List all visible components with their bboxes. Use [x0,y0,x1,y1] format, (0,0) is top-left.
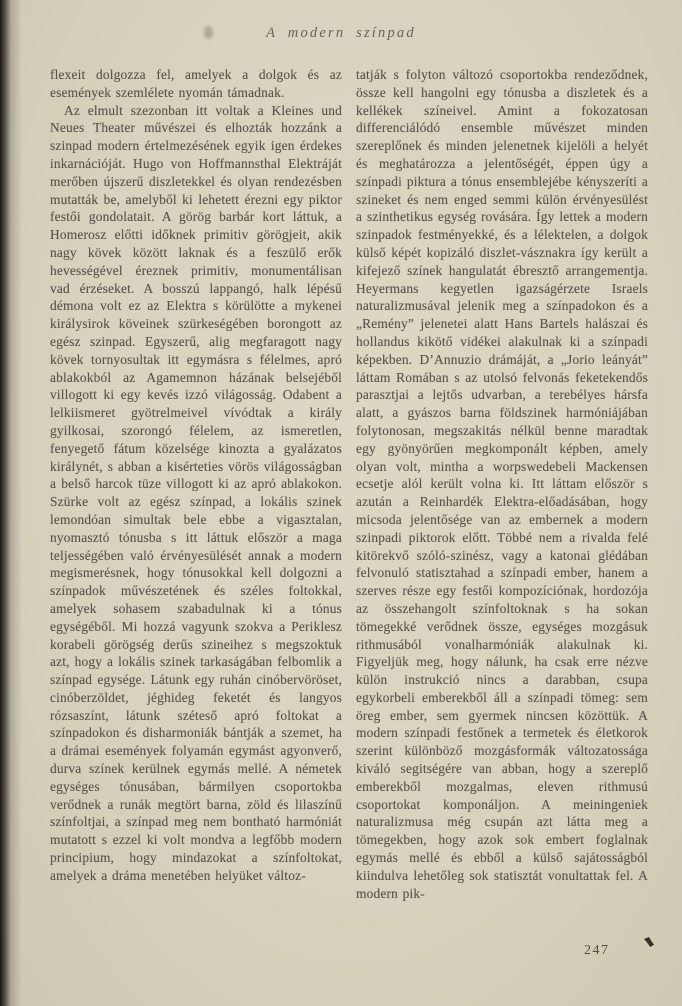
page-number: 247 [584,943,610,958]
paragraph: tatják s folyton változó csoportokba rendeződnek, össze kell hangolni egy tónusba a diszletek és a kellékek színeivel. Amint a fokozatosan differenciálódó ensemble művészet minden szereplőnek és minden jelenetnek kijelöli a helyét és meghatározza a jelentőségét, éppen úgy a színpadi piktura a tónus ensemblejébe kényszeríti a szineket és nem enged semmi külön érvényesülést a szinthetikus egység rovására. Így lettek a modern szinpadok festményekké, és a lélektelen, a dolgok külső képét kopizáló diszlet-vásznakra így került a kifejező színek hangulatát ébresztő arrangementja. Heyermans kegyetlen igazságérzete Israels naturalizmusával jelenik meg a színpadokon és a „Remény” jelenetei alatt Hans Bartels halászai és hollandus kikötő vidékei alakulnak ki a színpadi képekben. D’Annuzio drámáját, a „Jorio leányát” láttam Romában s az utolsó felvonás feketekendős parasztjai a lejtős udvarban, a terebélyes hársfa alatt, a gyászos barna földszinek harmóniájában folytonosan, megszakitás nélkül benne maradtak egy gyönyörűen megkomponált képben, amely olyan volt, mintha a worpswedebeli Mackensen ecsetje alól került volna ki. Itt láttam először s azután a Reinhardék Elektra-előadásában, hogy micsoda jelentősége van az embernek a modern szinpadi piktorok előtt. Többé nem a rivalda felé kitörekvő szóló-szinész, vagy a katonai glédában felvonuló statisztahad a színpadi ember, hanem a szerves része egy festői kompozíciónak, hordozója az összehangolt színfoltoknak s ha sokan tömegekké verődnek össze, egységes mozgásuk rithmusából vonalharmóniák alakulnak ki. Figyeljük meg, hogy nálunk, ha csak erre nézve külön instrukció nincs a darabban, csupa egykorbeli emberekből áll a színpadi tömeg: sem öreg ember, sem gyermek nincsen közöttük. A modern színpadi festőnek a termetek és életkorok szerint különböző mozgásformák változatossága kiváló segitségére van abban, hogy a szereplő emberekből mozgalmas, eleven rithmusú csoportokat komponáljon. A meiningeniek naturalizmusa még csupán azt látta meg a tömegekben, hogy azok sok embert foglalnak egymás mellé és ebből a külső sajátosságból kiindulva lehetőleg sok statisztát vonultattak fel. A modern pik- [356,67,648,901]
ink-speck [644,937,654,947]
left-column [50,66,342,902]
running-head: A modern színpad [266,25,416,41]
text-columns [50,66,649,902]
paragraph: flexeit dolgozza fel, amelyek a dolgok és az események szemlélete nyomán támadnak. [50,67,342,100]
right-column [356,66,648,902]
paragraph: Az elmult szezonban itt voltak a Kleines und Neues Theater művészei és elhozták hozzánk a szinpad modern értelmezésének egyik igen érdekes inkarnációját. Hugo von Hoffmannsthal Elektráját merőben újszerű diszletekkel és olyan rendezésben mutatták be, amelyből ki lehetett érezni egy piktor festői gondolatait. A görög barbár kort láttuk, a Homerosz előtti időknek primitiv görögjeit, akik nagy kövek között laknak és a feszülő erők hevességével éreznek primitiv, monumentálisan vad érzéseket. A bosszú lappangó, halk lépésű démona volt ez az Elektra s körülötte a mykenei királysirok köveinek szürkeségében borongott az egész szinpad. Egyszerű, alig megfaragott nagy kövek tornyosultak itt egymásra s félelmes, apró ablakokból az Agamemnon házának belsejéből villogott ki egy kevés izzó világosság. Odabent a lelkiismeret gyötrelmeivel vívódtak a király gyilkosai, szorongó félelem, az ismeretlen, fenyegető fátum közelsége kinozta a gyalázatos királynét, s abban a kisérteties vörös világosságban a belső harcok tüze villogott ki az apró ablakokon. Szürke volt az egész színpad, a lokális szinek lemondóan simultak bele ebbe a vigasztalan, nyomasztó tónusba s itt láttuk először a maga teljességében való érvényesülését annak a modern megismerésnek, hogy tónusokkal kell dolgozni a színpadok művészetének és széles foltokkal, amelyek sohasem szabadulnak ki a tónus egységéből. Mi hozzá vagyunk szokva a Periklesz korabeli görögség derűs szineihez s megszoktuk azt, hogy a lokális szinek tarkaságában felbomlik a színpad egysége. Látunk egy ruhán cinóbervöröset, cinóberzöldet, jéghideg feketét és langyos rózsaszínt, látunk széteső apró foltokat a színpadokon és disharmoniák bántják a szemet, ha a drámai események folyamán egymást agyonverő, durva színek kerülnek egymás mellé. A németek egységes tónusában, bármilyen csoportokba verődnek a runák megtört barna, zöld és lilaszínű színfoltjai, a színpad meg nem bontható harmóniát mutatott s ezzel ki volt mondva a legfőbb modern principium, hogy mindazokat a színfoltokat, amelyek a dráma menetében helyüket változ- [50,102,342,883]
